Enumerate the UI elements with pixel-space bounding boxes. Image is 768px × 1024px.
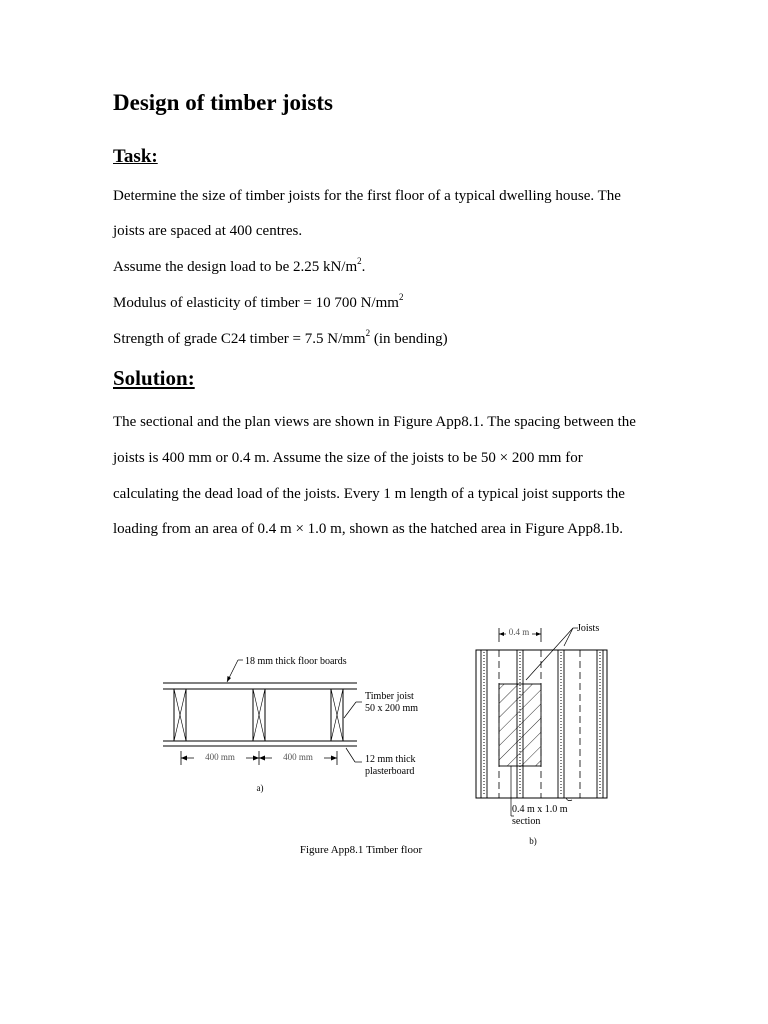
strength-line: Strength of grade C24 timber = 7.5 $N/mm^2$ (in bending) xyxy=(113,328,448,347)
plan-view-b xyxy=(476,623,607,846)
section-view-a xyxy=(163,656,418,793)
task-heading: Task: xyxy=(113,146,158,167)
section-label-1: 0.4 m x 1.0 m xyxy=(512,804,568,815)
plan-joist-1 xyxy=(481,650,487,798)
figure-caption: Figure App8.1 Timber floor xyxy=(299,844,423,856)
task-line-2: joists are spaced at 400 centres. xyxy=(113,223,303,239)
dimension-line-b xyxy=(499,627,541,642)
floor-boards-label: 18 mm thick floor boards xyxy=(245,656,347,667)
figure-a-label: a) xyxy=(256,783,264,793)
figure-timber-floor xyxy=(0,600,768,870)
solution-heading: Solution: xyxy=(113,366,195,390)
plan-joist-3 xyxy=(558,650,564,798)
joist-2 xyxy=(253,689,265,741)
joist-3 xyxy=(331,689,343,741)
plasterboard-label-2: plasterboard xyxy=(365,766,415,777)
task-line-1: Determine the size of timber joists for the first floor of a typical dwelling house. The xyxy=(113,188,621,204)
dimension-line-a xyxy=(181,751,337,765)
solution-line-1: The sectional and the plan views are shown in Figure App8.1. The spacing between the xyxy=(113,414,636,430)
section-label-2: section xyxy=(512,816,541,827)
dimension-400-1: 400 mm xyxy=(205,752,235,762)
joist-size-label: 50 x 200 mm xyxy=(365,703,419,714)
modulus-line: Modulus of elasticity of timber = 10 700 $N/mm^2$ xyxy=(113,292,404,311)
solution-line-2: joists is 400 mm or 0.4 m. Assume the size of the joists to be 50 × 200 mm for xyxy=(113,450,583,466)
timber-joist-label: Timber joist xyxy=(365,691,414,702)
figure-b-label: b) xyxy=(529,836,537,846)
hatched-area xyxy=(499,684,541,766)
plan-joist-4 xyxy=(597,650,603,798)
joists-label: Joists xyxy=(577,623,600,634)
design-load-line: Assume the design load to be 2.25 $kN/m^2$. xyxy=(113,256,366,275)
dimension-0-4-m: 0.4 m xyxy=(508,627,530,637)
dimension-400-2: 400 mm xyxy=(283,752,313,762)
joist-1 xyxy=(174,689,186,741)
solution-line-4: loading from an area of 0.4 m × 1.0 m, shown as the hatched area in Figure App8.1b. xyxy=(113,521,623,537)
page-title: Design of timber joists xyxy=(113,90,333,115)
plasterboard-label-1: 12 mm thick xyxy=(365,754,416,765)
solution-line-3: calculating the dead load of the joists. Every 1 m length of a typical joist supports the xyxy=(113,486,625,502)
